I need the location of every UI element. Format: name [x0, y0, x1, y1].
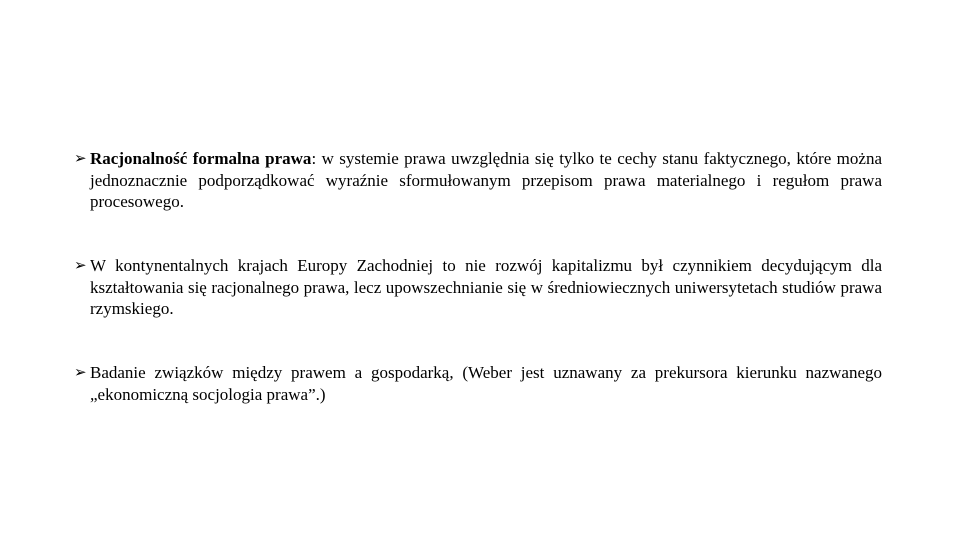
arrow-bullet-icon: ➢ — [74, 256, 87, 274]
bullet-text — [90, 148, 882, 213]
bullet-text: Badanie związków między prawem a gospodarką, (Weber jest uznawany za prekursora kierunku nazwanego „ekonomiczną socjologia prawa”.) — [90, 363, 882, 404]
arrow-bullet-icon: ➢ — [74, 149, 87, 167]
bullet-term: Racjonalność formalna prawa — [90, 149, 312, 168]
bullet-text: W kontynentalnych krajach Europy Zachodniej to nie rozwój kapitalizmu był czynnikiem decydującym dla kształtowania się racjonalnego prawa, lecz upowszechnianie się w średniowiecznych uniwersytetach studiów prawa rzymskiego. — [90, 256, 882, 318]
arrow-bullet-icon: ➢ — [74, 363, 87, 381]
bullet-law-and-economy — [74, 362, 882, 405]
bullet-body: : w systemie prawa uwzględnia się tylko te cechy stanu faktycznego, które można jednoznacznie podporządkować wyraźnie sformułowanym przepisom prawa materialnego i regułom prawa procesowego. — [90, 149, 882, 211]
bullet-formal-rationality — [74, 148, 882, 213]
bullet-continental-europe — [74, 255, 882, 320]
